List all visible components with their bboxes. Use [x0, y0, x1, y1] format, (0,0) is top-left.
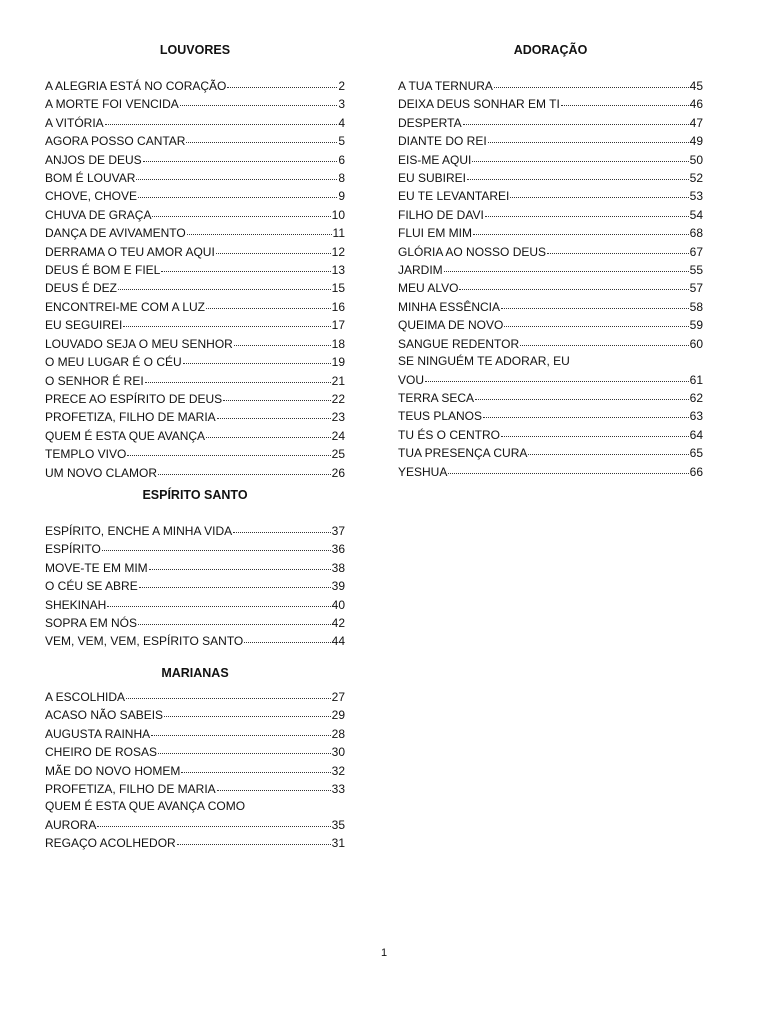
dot-leader [459, 277, 688, 290]
dot-leader [217, 406, 331, 419]
dot-leader [152, 204, 330, 217]
section-heading-espirito-santo: ESPÍRITO SANTO [142, 488, 248, 502]
toc-entry-page: 54 [689, 207, 703, 222]
section-heading-marianas: MARIANAS [161, 666, 229, 680]
toc-entry-title: BOM É LOUVAR [45, 171, 136, 186]
toc-entry-page: 50 [689, 152, 703, 167]
dot-leader [127, 443, 330, 456]
toc-entry-title: FLUI EM MIM [398, 226, 472, 241]
toc-entry-page: 4 [338, 115, 345, 130]
toc-entry-title: AURORA [45, 817, 97, 832]
toc-entry-title: EU TE LEVANTAREI [398, 189, 510, 204]
toc-entry-title: EU SUBIREI [398, 171, 467, 186]
dot-leader [475, 387, 689, 400]
dot-leader [483, 405, 689, 418]
dot-leader [223, 388, 330, 401]
dot-leader [177, 832, 331, 845]
toc-entry-title: PROFETIZA, FILHO DE MARIA [45, 410, 216, 425]
toc-entry-title: A TUA TERNURA [398, 79, 493, 93]
toc-entry-page: 32 [331, 763, 345, 778]
toc-entry-title-line: QUEM É ESTA QUE AVANÇA COMO [45, 799, 246, 814]
toc-entry-title: TU ÉS O CENTRO [398, 427, 501, 442]
section-heading-louvores: LOUVORES [159, 43, 231, 57]
toc-entry-title: A MORTE FOI VENCIDA [45, 97, 179, 112]
toc-entry-page: 63 [689, 409, 703, 424]
toc-entry-title: QUEIMA DE NOVO [398, 318, 504, 333]
toc-entry-title: PRECE AO ESPÍRITO DE DEUS [45, 391, 223, 406]
toc-entry-page: 59 [689, 318, 703, 333]
toc-entry-page: 6 [338, 152, 345, 167]
dot-leader [180, 93, 338, 106]
toc-entry-title: REGAÇO ACOLHEDOR [45, 836, 176, 851]
dot-leader [164, 704, 331, 717]
toc-entry-title: UM NOVO CLAMOR [45, 465, 158, 480]
toc-entry-page: 62 [689, 390, 703, 405]
toc-entry-title: CHOVE, CHOVE [45, 189, 138, 204]
dot-leader [186, 130, 337, 143]
toc-entry-title: VEM, VEM, VEM, ESPÍRITO SANTO [45, 634, 244, 649]
toc-entry-page: 40 [331, 597, 345, 612]
dot-leader [206, 425, 331, 438]
toc-entry-page: 11 [332, 226, 345, 241]
dot-leader [473, 222, 689, 235]
dot-leader [444, 259, 689, 272]
dot-leader [561, 93, 689, 106]
toc-entry-page: 64 [689, 427, 703, 442]
dot-leader [187, 222, 332, 235]
toc-entry-title: YESHUA [398, 464, 448, 479]
dot-leader [158, 741, 331, 754]
dot-leader [123, 314, 330, 327]
toc-entry-title: LOUVADO SEJA O MEU SENHOR [45, 336, 233, 351]
dot-leader [136, 167, 337, 180]
toc-entry-page: 13 [331, 263, 345, 278]
dot-leader [206, 296, 331, 309]
toc-entry-page: 12 [331, 244, 345, 259]
toc-entry-title: PROFETIZA, FILHO DE MARIA [45, 782, 216, 797]
toc-entry-title: JARDIM [398, 263, 443, 278]
toc-entry-title: DERRAMA O TEU AMOR AQUI [45, 244, 215, 259]
toc-entry-page: 55 [689, 263, 703, 278]
toc-entry-title: SANGUE REDENTOR [398, 336, 520, 351]
dot-leader [425, 369, 689, 382]
entry-list-espirito-santo [45, 522, 345, 651]
toc-entry-page: 31 [331, 836, 345, 851]
toc-entry-page: 5 [338, 134, 345, 149]
toc-entry-page: 57 [689, 281, 703, 296]
toc-entry-page: 33 [331, 782, 345, 797]
toc-entry-page: 24 [331, 428, 345, 443]
toc-entry-page: 22 [331, 391, 345, 406]
dot-leader [181, 760, 330, 773]
toc-entry-title: CHEIRO DE ROSAS [45, 745, 158, 760]
toc-entry-page: 42 [331, 616, 345, 631]
toc-entry-page: 27 [331, 690, 345, 704]
toc-entry [398, 463, 703, 481]
toc-entry-title: A VITÓRIA [45, 115, 104, 130]
entry-list-marianas [45, 688, 345, 853]
dot-leader [488, 130, 689, 143]
dot-leader [158, 462, 331, 475]
dot-leader [105, 112, 338, 125]
toc-entry-page: 25 [331, 447, 345, 462]
toc-entry-page: 61 [689, 372, 703, 387]
toc-entry-title: DEIXA DEUS SONHAR EM TI [398, 97, 560, 112]
dot-leader [143, 149, 338, 162]
dot-leader [244, 630, 330, 643]
dot-leader [149, 557, 331, 570]
dot-leader [520, 333, 689, 346]
toc-entry-title: MÃE DO NOVO HOMEM [45, 763, 181, 778]
toc-entry-page: 66 [689, 464, 703, 479]
toc-entry-title: GLÓRIA AO NOSSO DEUS [398, 244, 547, 259]
section-heading-adoracao: ADORAÇÃO [513, 43, 588, 57]
dot-leader [102, 538, 331, 551]
dot-leader [217, 778, 331, 791]
toc-entry-page: 35 [331, 817, 345, 832]
toc-entry-page: 17 [331, 318, 345, 333]
dot-leader [216, 241, 331, 254]
toc-entry-title: EIS-ME AQUI [398, 152, 472, 167]
toc-entry-title: DEUS É DEZ [45, 281, 118, 296]
dot-leader [472, 149, 688, 162]
section-louvores [45, 41, 345, 482]
toc-entry-title: A ALEGRIA ESTÁ NO CORAÇÃO [45, 79, 227, 93]
toc-entry-page: 52 [689, 171, 703, 186]
toc-entry-title: O MEU LUGAR É O CÉU [45, 355, 182, 370]
toc-entry-title: A ESCOLHIDA [45, 690, 126, 704]
dot-leader [234, 333, 331, 346]
section-marianas [45, 664, 345, 853]
toc-entry [45, 632, 345, 650]
toc-entry [45, 834, 345, 852]
toc-entry-page: 23 [331, 410, 345, 425]
toc-entry-page: 68 [689, 226, 703, 241]
toc-entry-title: TEMPLO VIVO [45, 447, 127, 462]
toc-entry-title: ENCONTREI-ME COM A LUZ [45, 299, 206, 314]
toc-entry-title: TUA PRESENÇA CURA [398, 446, 528, 461]
toc-entry-title: DESPERTA [398, 115, 462, 130]
dot-leader [118, 277, 331, 290]
dot-leader [151, 723, 331, 736]
toc-entry-page: 21 [331, 373, 345, 388]
toc-entry-page: 53 [689, 189, 703, 204]
toc-entry-title: ESPÍRITO, ENCHE A MINHA VIDA [45, 524, 233, 538]
toc-entry-page: 2 [338, 79, 345, 93]
toc-entry-page: 15 [331, 281, 345, 296]
toc-entry-page: 60 [689, 336, 703, 351]
dot-leader [501, 296, 689, 309]
toc-entry-page: 45 [689, 79, 703, 93]
toc-entry-page: 67 [689, 244, 703, 259]
toc-entry-title-line: SE NINGUÉM TE ADORAR, EU [398, 354, 570, 369]
toc-entry-title: ACASO NÃO SABEIS [45, 708, 164, 723]
toc-entry-title: TERRA SECA [398, 390, 475, 405]
toc-entry-title: FILHO DE DAVI [398, 207, 484, 222]
toc-entry-title: SOPRA EM NÓS [45, 616, 138, 631]
toc-entry-page: 65 [689, 446, 703, 461]
toc-entry-title: ANJOS DE DEUS [45, 152, 142, 167]
toc-entry-title: O CÉU SE ABRE [45, 579, 138, 594]
dot-leader [139, 575, 331, 588]
toc-entry-title: SHEKINAH [45, 597, 107, 612]
dot-leader [161, 259, 330, 272]
dot-leader [510, 185, 688, 198]
dot-leader [138, 185, 337, 198]
toc-entry-page: 28 [331, 726, 345, 741]
toc-entry-page: 16 [331, 299, 345, 314]
dot-leader [233, 520, 330, 533]
dot-leader [504, 314, 688, 327]
dot-leader [97, 814, 330, 827]
toc-entry-title: TEUS PLANOS [398, 409, 483, 424]
toc-entry-title: AGORA POSSO CANTAR [45, 134, 186, 149]
dot-leader [494, 75, 689, 88]
toc-entry-page: 58 [689, 299, 703, 314]
toc-entry-page: 38 [331, 560, 345, 575]
toc-entry-page: 10 [331, 207, 345, 222]
toc-entry-page: 49 [689, 134, 703, 149]
dot-leader [107, 594, 330, 607]
page-number: 1 [380, 947, 388, 959]
toc-entry-title: CHUVA DE GRAÇA [45, 207, 152, 222]
entry-list-adoracao [398, 77, 703, 481]
dot-leader [183, 351, 331, 364]
toc-entry-title: EU SEGUIREI [45, 318, 123, 333]
toc-entry-title: MINHA ESSÊNCIA [398, 299, 501, 314]
toc-entry-title: AUGUSTA RAINHA [45, 726, 151, 741]
toc-entry-title: DEUS É BOM E FIEL [45, 263, 161, 278]
dot-leader [485, 204, 689, 217]
toc-entry-title: QUEM É ESTA QUE AVANÇA [45, 428, 206, 443]
toc-entry-page: 47 [689, 115, 703, 130]
section-espirito-santo [45, 486, 345, 651]
toc-entry-title: O SENHOR É REI [45, 373, 144, 388]
toc-entry-page: 8 [338, 171, 345, 186]
dot-leader [126, 686, 331, 699]
entry-list-louvores [45, 77, 345, 482]
toc-entry [398, 335, 703, 353]
section-adoracao [398, 41, 703, 481]
toc-entry-page: 3 [338, 97, 345, 112]
toc-entry-page: 18 [331, 336, 345, 351]
toc-entry-title: MEU ALVO [398, 281, 459, 296]
toc-entry-title: ESPÍRITO [45, 542, 101, 557]
dot-leader [467, 167, 689, 180]
toc-entry-title: VOU [398, 372, 425, 387]
toc-entry-page: 29 [331, 708, 345, 723]
toc-entry [45, 464, 345, 482]
toc-entry-page: 26 [331, 465, 345, 480]
toc-entry-page: 30 [331, 745, 345, 760]
toc-entry-title: DIANTE DO REI [398, 134, 487, 149]
toc-entry-page: 46 [689, 97, 703, 112]
toc-entry-page: 39 [331, 579, 345, 594]
dot-leader [448, 461, 688, 474]
toc-entry-page: 44 [331, 634, 345, 649]
toc-entry-title: DANÇA DE AVIVAMENTO [45, 226, 186, 241]
dot-leader [227, 75, 337, 88]
dot-leader [547, 241, 689, 254]
toc-entry-page: 19 [331, 355, 345, 370]
toc-entry [45, 780, 345, 798]
toc-entry-page: 9 [338, 189, 345, 204]
dot-leader [145, 370, 331, 383]
toc-entry-page: 36 [331, 542, 345, 557]
dot-leader [463, 112, 689, 125]
dot-leader [528, 442, 688, 455]
dot-leader [138, 612, 331, 625]
toc-entry-title: MOVE-TE EM MIM [45, 560, 148, 575]
toc-entry-page: 37 [331, 524, 345, 538]
dot-leader [501, 424, 689, 437]
